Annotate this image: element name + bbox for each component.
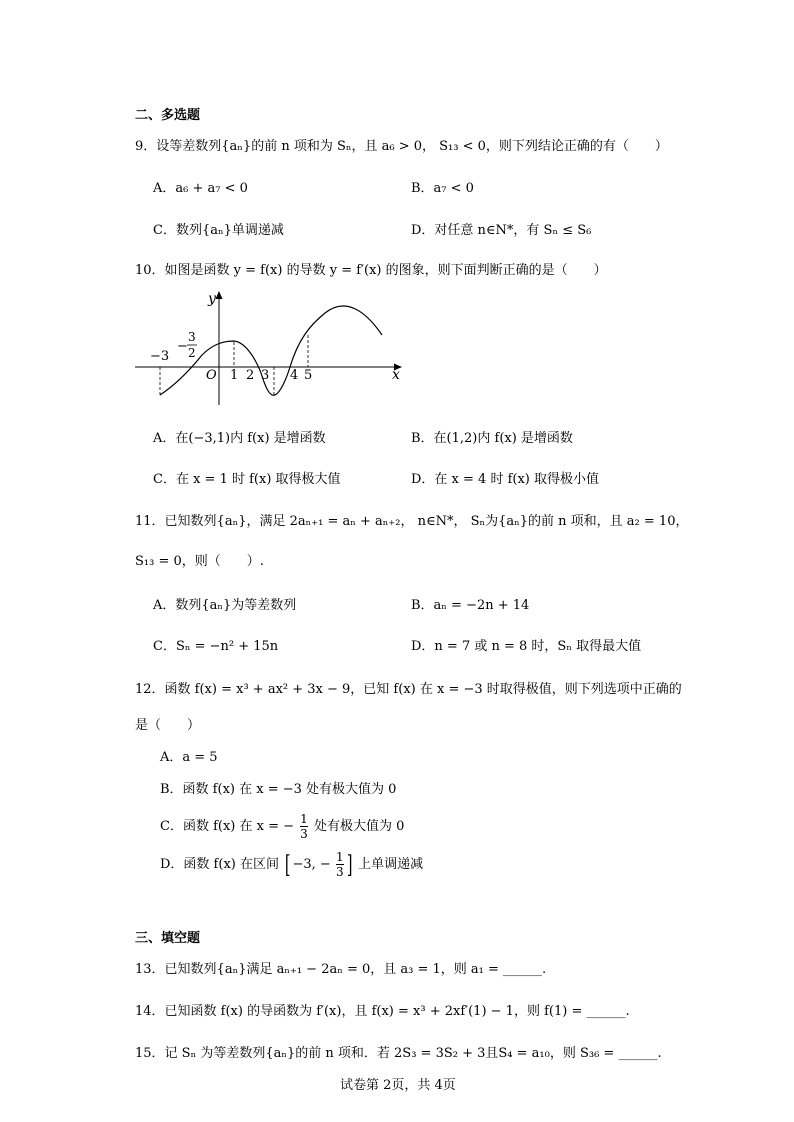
q12-option-d (160, 850, 423, 879)
q12-option-c-prefix: C．函数 f(x) 在 x = − (160, 819, 295, 834)
q12-option-c (160, 812, 404, 841)
q12-option-d-right-bracket: ] (346, 850, 353, 879)
x-axis-label: x (392, 367, 400, 383)
q10-option-d: D．在 x = 4 时 f(x) 取得极小值 (411, 472, 599, 487)
q10-stem: 10．如图是函数 y = f(x) 的导数 y = f′(x) 的图象，则下面判断正确的是（ ） (135, 263, 607, 278)
page-footer: 试卷第 2页，共 4页 (340, 1078, 456, 1093)
q12-option-d-suffix: 上单调递减 (358, 857, 424, 872)
section-heading-fill-in: 三、填空题 (135, 931, 201, 946)
origin-label: O (206, 368, 217, 383)
tick-frac-num: 3 (188, 330, 196, 344)
q10-option-a: A．在(−3,1)内 f(x) 是增函数 (153, 431, 326, 446)
tick-2: 2 (246, 368, 255, 383)
q15-text: 15．记 Sₙ 为等差数列{aₙ}的前 n 项和．若 2S₃ = 3S₂ + 3且S₄ = a₁₀，则 S₃₆ = ______. (135, 1046, 662, 1061)
q12-option-d-left-bracket: [ (285, 850, 291, 879)
q12-option-d-interval: −3, − (292, 857, 331, 872)
q11-option-b: B．aₙ = −2n + 14 (411, 598, 530, 613)
tick-3: 3 (261, 368, 270, 383)
q12-option-c-suffix: 处有极大值为 0 (313, 819, 405, 834)
derivative-graph (130, 285, 410, 410)
tick-1: 1 (230, 368, 239, 383)
y-axis-label: y (208, 291, 216, 307)
q9-option-b: B．a₇ < 0 (411, 181, 474, 196)
q12-option-d-prefix: D．函数 f(x) 在区间 (160, 857, 279, 872)
tick-frac-den: 2 (188, 346, 196, 360)
q9-option-a: A．a₆ + a₇ < 0 (153, 181, 248, 196)
tick-neg-sign: − (177, 339, 188, 354)
q11-option-c: C．Sₙ = −n² + 15n (153, 639, 279, 654)
q12-option-c-den: 3 (300, 827, 308, 841)
tick-neg3: −3 (150, 349, 170, 364)
q12-option-c-fraction (300, 812, 308, 841)
q12-option-c-num: 1 (300, 812, 308, 826)
q12-option-d-num: 1 (335, 850, 344, 864)
q9-option-c: C．数列{aₙ}单调递减 (153, 223, 284, 238)
q11-option-d: D．n = 7 或 n = 8 时，Sₙ 取得最大值 (411, 639, 642, 654)
q12-option-d-fraction (336, 850, 344, 879)
q12-stem-line1: 12．函数 f(x) = x³ + ax² + 3x − 9，已知 f(x) 在 x = −3 时取得极值，则下列选项中正确的 (135, 682, 682, 697)
q12-stem-line2: 是（ ） (135, 718, 201, 733)
q10-option-b: B．在(1,2)内 f(x) 是增函数 (411, 431, 573, 446)
tick-5: 5 (304, 368, 313, 383)
q13-text: 13．已知数列{aₙ}满足 aₙ₊₁ − 2aₙ = 0，且 a₃ = 1，则 a₁ = ______. (135, 962, 547, 977)
tick-4: 4 (290, 368, 299, 383)
q9-option-d: D．对任意 n∈N*，有 Sₙ ≤ S₆ (411, 223, 592, 238)
section-heading-multiple-choice: 二、多选题 (135, 108, 201, 123)
q12-option-a: A．a = 5 (160, 750, 218, 765)
q12-option-b: B．函数 f(x) 在 x = −3 处有极大值为 0 (160, 782, 397, 797)
q11-stem-line1: 11．已知数列{aₙ}，满足 2aₙ₊₁ = aₙ + aₙ₊₂， n∈N*， Sₙ为{aₙ}的前 n 项和，且 a₂ = 10， (135, 514, 689, 529)
q12-option-d-den: 3 (335, 865, 344, 879)
q11-stem-line2: S₁₃ = 0，则（ ）. (135, 554, 264, 569)
y-axis-arrow (216, 291, 223, 299)
q14-text: 14．已知函数 f(x) 的导函数为 f′(x)，且 f(x) = x³ + 2xf′(1) − 1，则 f(1) = ______. (135, 1004, 630, 1019)
q9-stem: 9．设等差数列{aₙ}的前 n 项和为 Sₙ，且 a₆ > 0， S₁₃ < 0，则下列结论正确的有（ ） (135, 139, 668, 154)
q10-option-c: C．在 x = 1 时 f(x) 取得极大值 (153, 472, 341, 487)
q11-option-a: A．数列{aₙ}为等差数列 (153, 598, 297, 613)
